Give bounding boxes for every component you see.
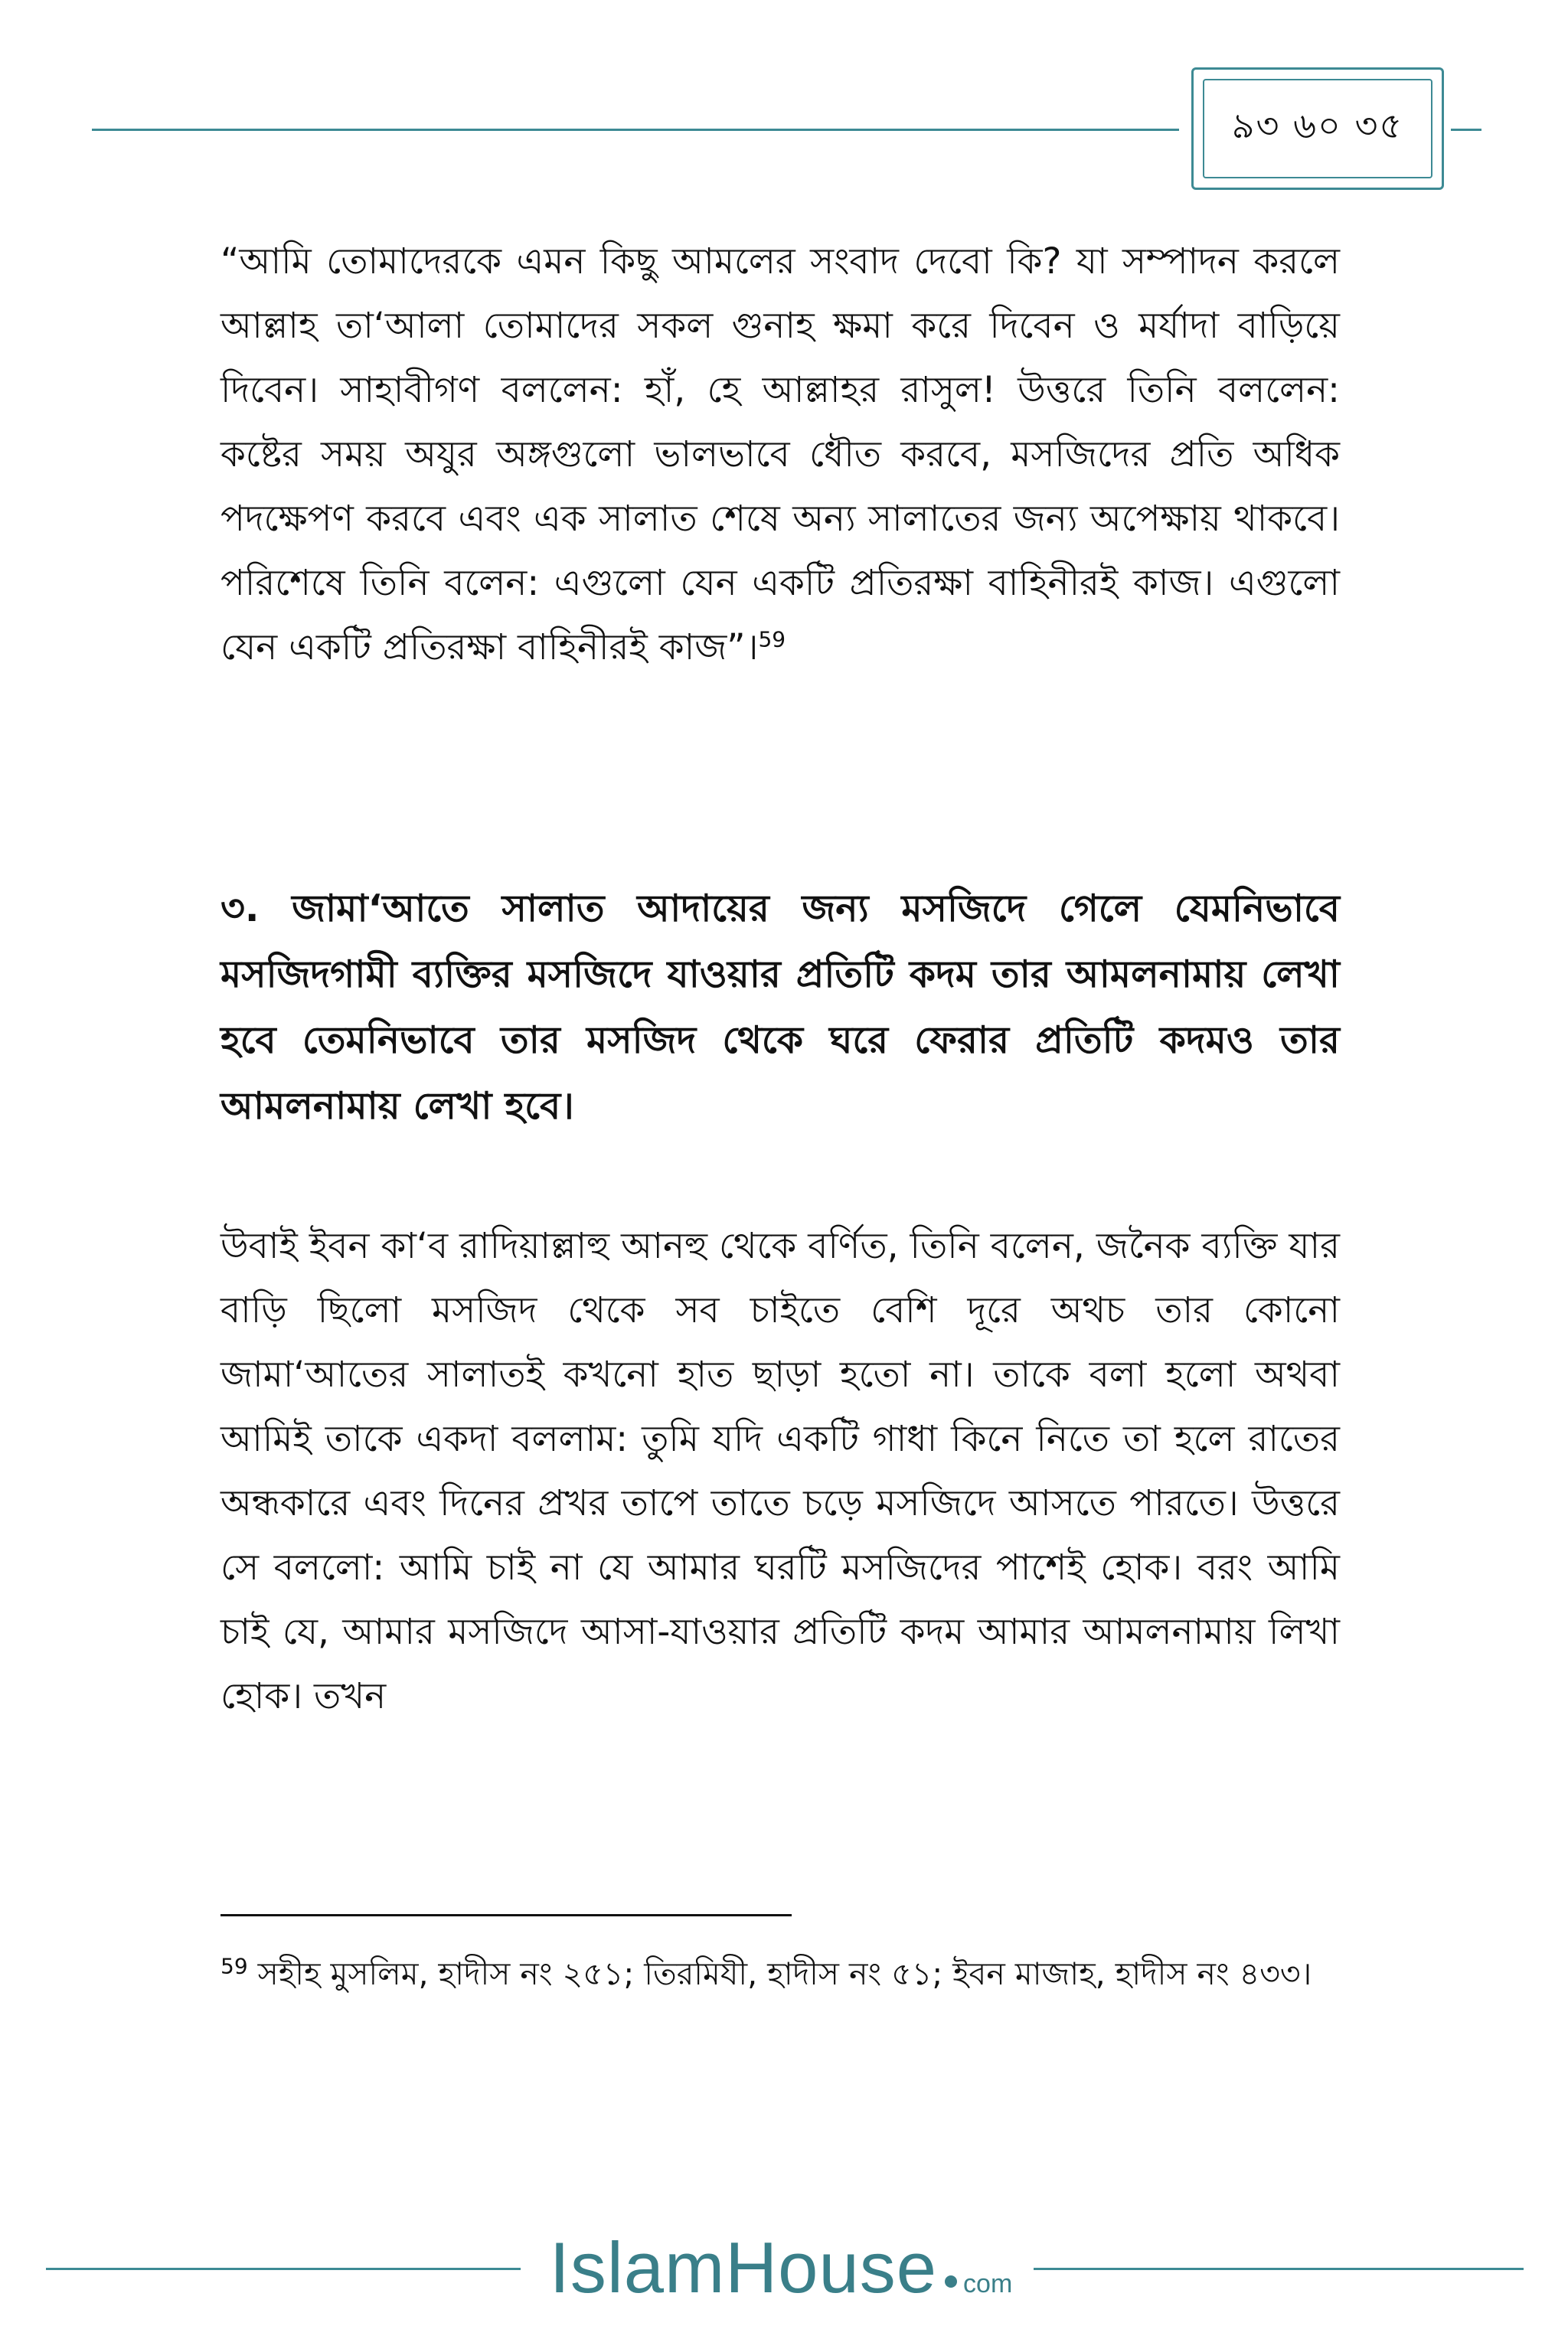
- footnote-number: 59: [220, 1953, 248, 1979]
- logo-dot-icon: [945, 2275, 957, 2288]
- footnote-reference[interactable]: 59: [758, 626, 786, 652]
- narration-paragraph: উবাই ইবন কা‘ব রাদিয়াল্লাহু আনহু থেকে বর্ণিত, তিনি বলেন, জনৈক ব্যক্তি যার বাড়ি ছিলো মসজিদ থেকে সব চাইতে বেশি দূরে অথচ তার কোনো জামা‘আতের সালাতই কখনো হাত ছাড়া হতো না। তাকে বলা হলো অথবা আমিই তাকে একদা বললাম: তুমি যদি একটি গাধা কিনে নিতে তা হলে রাতের অন্ধকারে এবং দিনের প্রখর তাপে তাতে চড়ে মসজিদে আসতে পারতে। উত্তরে সে বললো: আমি চাই না যে আমার ঘরটি মসজিদের পাশেই হোক। বরং আমি চাই যে, আমার মসজিদে আসা-যাওয়ার প্রতিটি কদম আমার আমলনামায় লিখা হোক। তখন: [220, 1225, 1340, 1717]
- footer-rule-right: [1034, 2268, 1524, 2270]
- footnote-text: সহীহ মুসলিম, হাদীস নং ২৫১; তিরমিযী, হাদীস নং ৫১; ইবন মাজাহ, হাদীস নং ৪৩৩।: [247, 1955, 1312, 1992]
- hadith-quote-text: “আমি তোমাদেরকে এমন কিছু আমলের সংবাদ দেবো কি? যা সম্পাদন করলে আল্লাহ তা‘আলা তোমাদের সকল গুনাহ ক্ষমা করে দিবেন ও মর্যাদা বাড়িয়ে দিবেন। সাহাবীগণ বললেন: হাঁ, হে আল্লাহর রাসুল! উত্তরে তিনি বললেন: কষ্টের সময় অযুর অঙ্গগুলো ভালভাবে ধৌত করবে, মসজিদের প্রতি অধিক পদক্ষেপণ করবে এবং এক সালাত শেষে অন্য সালাতের জন্য অপেক্ষায় থাকবে। পরিশেষে তিনি বলেন: এগুলো যেন একটি প্রতিরক্ষা বাহিনীরই কাজ। এগুলো যেন একটি প্রতিরক্ষা বাহিনীরই কাজ”।: [220, 240, 1340, 668]
- footnote-divider: [220, 1914, 792, 1916]
- page-number-box: [1191, 67, 1444, 190]
- logo-suffix: com: [963, 2269, 1013, 2298]
- footer-rule-left: [46, 2268, 521, 2270]
- page-number: ৯৩ ৬০ ৩৫: [1231, 105, 1404, 146]
- logo-text: IslamHouse: [549, 2227, 938, 2308]
- header-rule: [92, 129, 1179, 131]
- section-heading: ৩. জামা‘আতে সালাত আদায়ের জন্য মসজিদে গেলে যেমনিভাবে মসজিদগামী ব্যক্তির মসজিদে যাওয়ার প্রতিটি কদম তার আমলনামায় লেখা হবে তেমনিভাবে তার মসজিদ থেকে ঘরে ফেরার প্রতিটি কদমও তার আমলনামায় লেখা হবে।: [220, 887, 1340, 1128]
- islamhouse-logo[interactable]: [544, 2226, 1018, 2311]
- page-number-frame: [1203, 79, 1432, 178]
- header-rule-right: [1451, 129, 1481, 131]
- hadith-quote: [220, 230, 1340, 680]
- footnote: [220, 1945, 1340, 2003]
